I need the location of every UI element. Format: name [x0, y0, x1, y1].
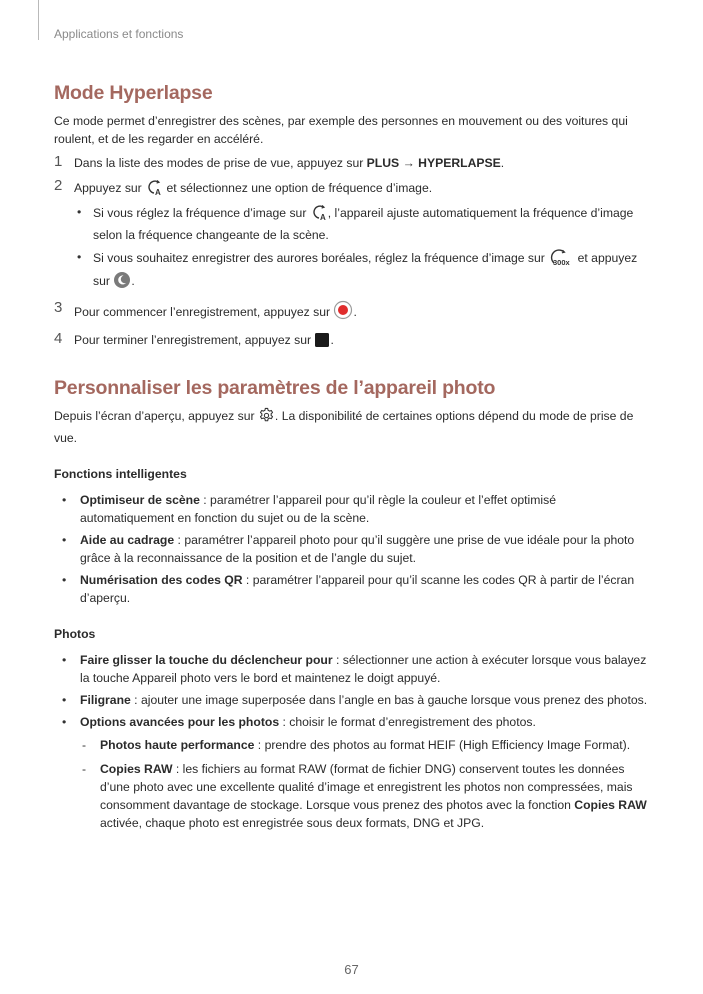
list-item: • Aide au cadrage : paramétrer l’appareil photo pour qu’il suggère une prise de vue idéale pour la photo grâce à la reconnaissance de la position et de l’angle du sujet. [54, 531, 650, 567]
timer-300x-icon [548, 248, 574, 271]
svg-text:300x: 300x [553, 258, 570, 266]
step-2: 2 Appuyez sur A et sélectionnez une option de fréquence d’image. • Si vous réglez la fréquence d’image sur A , l’appareil ajuste automatiquement la fréquence d’image selon la fréquence changeante de la scène. • Si vous souhaitez enregistrer des aurores boréales, réglez la fréquence d’image sur 300x et appuyez sur . [54, 178, 650, 294]
section-title-settings: Personnaliser les paramètres de l’appareil photo [54, 377, 496, 399]
photos-list [54, 651, 650, 832]
step-number: 3 [54, 299, 63, 316]
menu-plus: PLUS [366, 156, 400, 170]
smart-features-list [54, 491, 650, 607]
hyperlapse-steps [54, 154, 650, 353]
list-item: • Numérisation des codes QR : paramétrer l’appareil pour qu’il scanne les codes QR à partir de l’écran d’aperçu. [54, 571, 650, 607]
list-item: • Si vous souhaitez enregistrer des aurores boréales, réglez la fréquence d’image sur 300x et appuyez sur . [74, 248, 650, 294]
timer-auto-icon [310, 203, 328, 226]
step-1: 1 Dans la liste des modes de prise de vue, appuyez sur PLUS → HYPERLAPSE. [54, 153, 505, 170]
step-number: 2 [54, 177, 63, 194]
gear-icon [258, 407, 275, 429]
advanced-options-list [80, 736, 650, 832]
record-icon [333, 300, 353, 325]
hyperlapse-intro: Ce mode permet d’enregistrer des scènes, par exemple des personnes en mouvement ou des voitures qui roulent, et de les regarder en accéléré. [54, 114, 628, 146]
section-title-hyperlapse: Mode Hyperlapse [54, 82, 213, 104]
step-2-options [74, 203, 650, 294]
menu-hyperlapse: HYPERLAPSE [418, 156, 501, 170]
step-number: 1 [54, 153, 63, 170]
stop-icon [314, 332, 330, 353]
list-item: • Optimiseur de scène : paramétrer l’appareil pour qu’il règle la couleur et l’effet optimisé automatiquement en fonction du sujet ou de la scène. [54, 491, 650, 527]
svg-text:A: A [155, 188, 161, 196]
list-item: • Filigrane : ajouter une image superposée dans l’angle en bas à gauche lorsque vous prenez des photos. [54, 691, 650, 709]
list-item: • Faire glisser la touche du déclencheur pour : sélectionner une action à exécuter lorsque vous balayez la touche Appareil photo vers le bord et maintenez le doigt appuyé. [54, 651, 650, 687]
list-item: - Copies RAW : les fichiers au format RAW (format de fichier DNG) conservent toutes les données d’une photo avec une excellente qualité d’image et enregistrent les photos non compressées, mais consomment davantage de stockage. Lorsque vous prenez des photos avec la fonction Copies RAW activée, chaque photo est enregistrée sous deux formats, DNG et JPG. [80, 760, 650, 832]
timer-auto-icon [145, 178, 163, 201]
svg-text:A: A [319, 213, 326, 221]
subheading-smart: Fonctions intelligentes [54, 467, 187, 481]
page-number: 67 [344, 962, 359, 977]
list-item: - Photos haute performance : prendre des photos au format HEIF (High Efficiency Image Format). [80, 736, 650, 754]
list-item: • Si vous réglez la fréquence d’image sur A , l’appareil ajuste automatiquement la fréquence d’image selon la fréquence changeante de la scène. [74, 203, 650, 244]
night-mode-icon [113, 271, 131, 294]
page-content [54, 80, 650, 838]
step-number: 4 [54, 330, 63, 347]
settings-intro: Depuis l’écran d’aperçu, appuyez sur . La disponibilité de certaines options dépend du mode de prise de vue. [54, 409, 634, 445]
list-item: • Options avancées pour les photos : choisir le format d’enregistrement des photos. - Photos haute performance : prendre des photos au format HEIF (High Efficiency Image Format). - Copies RAW : les fichiers au format RAW (format de fichier DNG) conservent toutes les données d’une photo avec une excellente qualité d’image et enregistrent les photos non compressées, mais consomment davantage de stockage. Lorsque vous prenez des photos avec la fonction Copies RAW activée, chaque photo est enregistrée sous deux formats, DNG et JPG. [54, 713, 650, 832]
header-rule [38, 0, 39, 40]
subheading-photos: Photos [54, 627, 96, 641]
running-header: Applications et fonctions [54, 27, 184, 41]
step-3: 3 Pour commencer l’enregistrement, appuyez sur . [54, 300, 650, 325]
step-4: 4 Pour terminer l’enregistrement, appuyez sur . [54, 331, 650, 353]
